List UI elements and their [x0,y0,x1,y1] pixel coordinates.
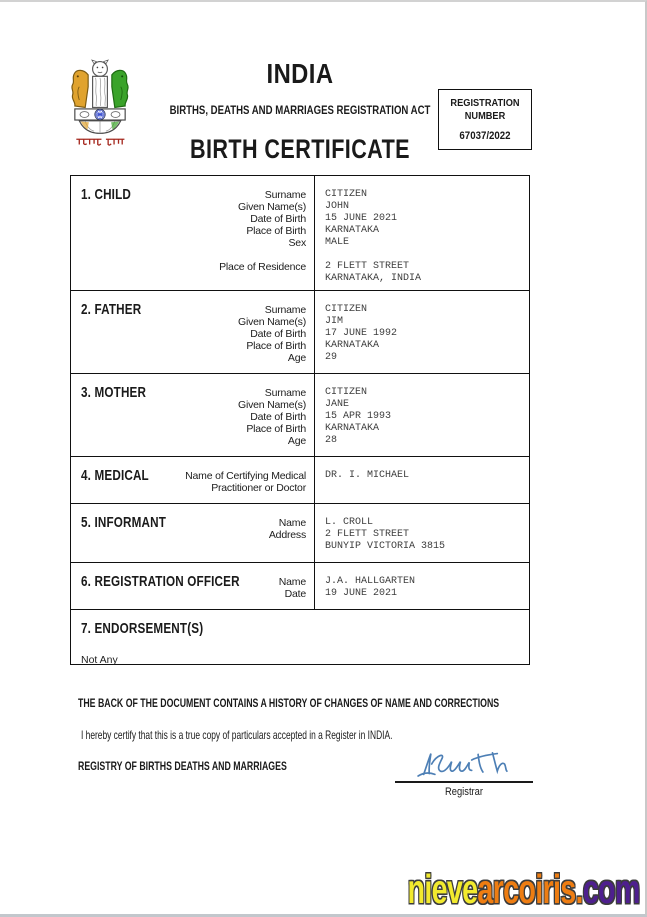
field-value: CITIZEN [325,387,368,398]
section-father-labels [238,304,306,364]
field-label: Place of Birth [246,225,306,237]
field-value: JIM [325,316,344,327]
field-label: Date of Birth [250,213,306,225]
field-value [325,482,529,494]
document-title: BIRTH CERTIFICATE [190,134,410,164]
registry-name: REGISTRY OF BIRTHS DEATHS AND MARRIAGES [78,759,287,773]
field-label [219,249,306,261]
field-value: 15 JUNE 2021 [325,213,398,224]
field-label [269,541,306,553]
field-label: Date of Birth [250,411,306,423]
field-value: 19 JUNE 2021 [325,588,398,599]
section-informant-values [314,504,529,562]
section-father-title: 2. FATHER [81,301,142,318]
section-endorsements-title: 7. ENDORSEMENT(S) [81,620,204,637]
endorsements-note: Not Any [81,654,118,666]
field-value: CITIZEN [325,304,368,315]
field-label: Place of Residence [219,261,306,273]
field-value: DR. I. MICHAEL [325,470,410,481]
section-mother-title: 3. MOTHER [81,384,147,401]
field-label: Sex [288,237,306,249]
field-value: CITIZEN [325,189,368,200]
field-value: 2 FLETT STREET [325,529,410,540]
registration-label-line2: NUMBER [464,109,506,122]
section-mother-labels [238,387,306,447]
field-value: 15 APR 1993 [325,411,392,422]
section-registration-officer-title: 6. REGISTRATION OFFICER [81,573,240,590]
section-registration-officer-labels [279,576,306,600]
certificate-table [70,175,530,665]
section-registration-officer-values [314,563,529,609]
field-label: Name [278,517,306,529]
field-label: Age [287,435,306,447]
field-label: Practitioner or Doctor [211,482,306,494]
watermark-part-arcoiris: arcoiris. [477,866,584,912]
field-label: Given Name(s) [238,399,306,411]
country-title: INDIA [266,58,334,89]
watermark-part-nieve: nieve [407,866,478,912]
field-value: 29 [325,352,338,363]
field-label: Place of Birth [246,340,306,352]
field-value: KARNATAKA, INDIA [325,273,422,284]
field-label: Name of Certifying Medical [185,470,306,482]
field-label: Date of Birth [250,328,306,340]
field-value: KARNATAKA [325,340,380,351]
section-medical-labels [185,470,306,494]
registrar-signature [402,748,527,780]
section-registration-officer [71,563,529,610]
section-medical-values [314,457,529,503]
field-value: MALE [325,237,350,248]
section-child-values [314,176,529,290]
section-endorsements [71,610,529,664]
registration-act-line: BIRTHS, DEATHS AND MARRIAGES REGISTRATION ACT [169,103,431,117]
field-label [219,273,306,285]
section-child-labels [219,189,306,285]
field-value: BUNYIP VICTORIA 3815 [325,541,446,552]
section-medical-title: 4. MEDICAL [81,467,149,484]
field-label: Given Name(s) [238,201,306,213]
field-label: Place of Birth [246,423,306,435]
left-lion-icon [72,70,88,107]
lotus-base-icon [79,121,120,134]
field-value: 2 FLETT STREET [325,261,410,272]
registration-number: 67037/2022 [459,130,511,142]
certification-statement: I hereby certify that this is a true copy of particulars accepted in a Register in INDIA. [81,728,393,742]
field-label: Name [278,576,306,588]
field-label: Address [268,529,306,541]
back-of-document-note: THE BACK OF THE DOCUMENT CONTAINS A HISTORY OF CHANGES OF NAME AND CORRECTIONS [78,696,500,710]
section-child-title: 1. CHILD [81,186,132,203]
field-value: KARNATAKA [325,423,380,434]
field-value: L. CROLL [325,517,374,528]
registrar-label: Registrar [445,786,483,798]
watermark-part-com: com [583,866,640,912]
field-label: Surname [264,189,306,201]
field-value: KARNATAKA [325,225,380,236]
field-label: Age [287,352,306,364]
registration-number-box [438,89,532,150]
section-medical [71,457,529,504]
field-value: 17 JUNE 1992 [325,328,398,339]
field-value: JOHN [325,201,350,212]
section-informant [71,504,529,563]
field-value: 28 [325,435,338,446]
field-value: J.A. HALLGARTEN [325,576,416,587]
section-child [71,176,529,291]
field-value [325,249,529,261]
section-mother-values [314,374,529,456]
signature-line [395,781,533,783]
field-label: Date [284,588,306,600]
section-informant-title: 5. INFORMANT [81,514,167,531]
section-father-values [314,291,529,373]
section-father [71,291,529,374]
field-label: Given Name(s) [238,316,306,328]
field-label: Surname [264,387,306,399]
registration-label-line1: REGISTRATION [450,97,520,109]
section-informant-labels [269,517,306,553]
site-watermark [408,866,640,913]
section-mother [71,374,529,457]
field-label: Surname [264,304,306,316]
field-value: JANE [325,399,350,410]
